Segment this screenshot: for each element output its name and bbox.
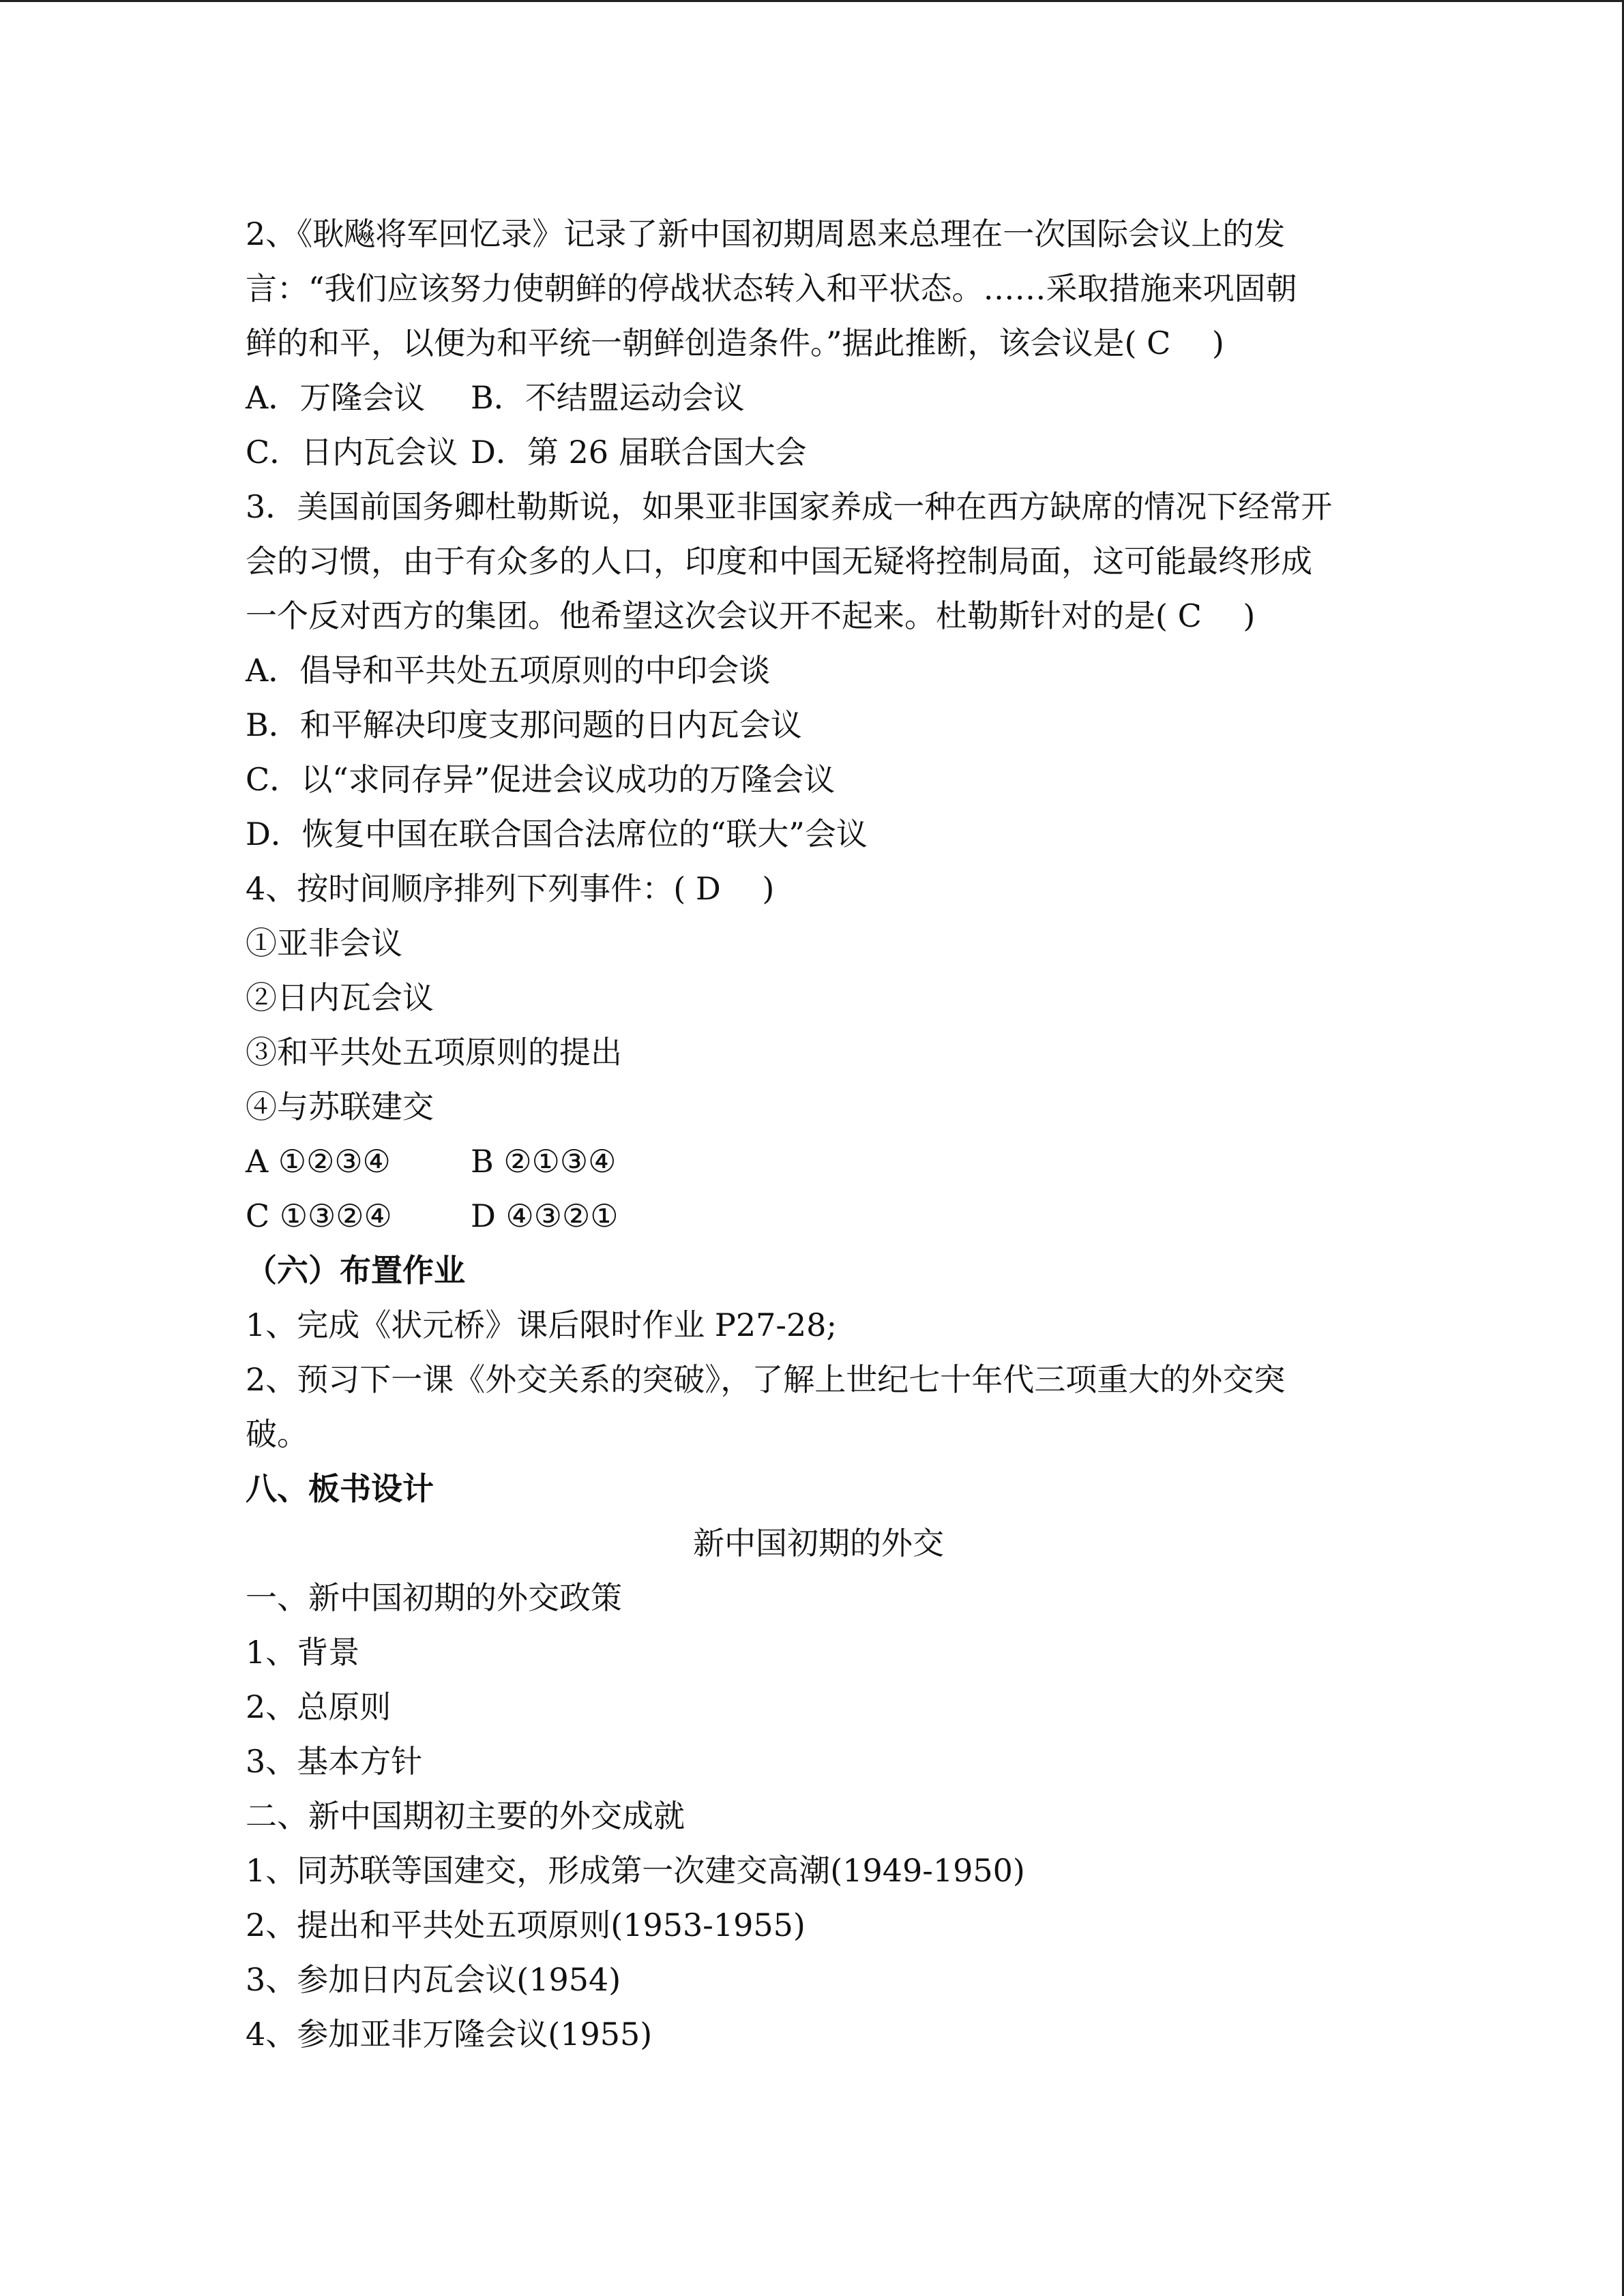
board-section-1: 一、新中国初期的外交政策 xyxy=(246,1579,622,1616)
q4-options-row-2 xyxy=(246,1189,1391,1243)
q2-option-b: B．不结盟运动会议 xyxy=(471,379,745,416)
homework-item-2-line-2: 破。 xyxy=(246,1416,308,1452)
q2-stem-line-3: 鲜的和平，以便为和平统一朝鲜创造条件。”据此推断，该会议是( C ) xyxy=(246,325,1224,361)
board-section-1-item-1: 1、背景 xyxy=(246,1634,360,1671)
q2-stem-line-1: 2、《耿飚将军回忆录》记录了新中国初期周恩来总理在一次国际会议上的发 xyxy=(246,215,1286,252)
q2-option-c: C．日内瓦会议 xyxy=(246,434,458,471)
q4-option-b: B ②①③④ xyxy=(471,1143,617,1180)
q3-stem-line-2: 会的习惯，由于有众多的人口，印度和中国无疑将控制局面，这可能最终形成 xyxy=(246,543,1312,580)
q3-option-b: B．和平解决印度支那问题的日内瓦会议 xyxy=(246,706,802,743)
q4-option-c: C ①③②④ xyxy=(246,1197,392,1234)
q4-item-1: ①亚非会议 xyxy=(246,925,402,961)
q3-option-d: D．恢复中国在联合国合法席位的“联大”会议 xyxy=(246,816,868,852)
q4-option-a: A ①②③④ xyxy=(246,1143,391,1180)
board-section-1-item-2: 2、总原则 xyxy=(246,1688,392,1725)
q3-option-c: C．以“求同存异”促进会议成功的万隆会议 xyxy=(246,761,836,798)
q4-option-d: D ④③②① xyxy=(471,1197,619,1234)
q3-option-a: A．倡导和平共处五项原则的中印会谈 xyxy=(246,652,771,689)
board-section-2-item-1: 1、同苏联等国建交，形成第一次建交高潮(1949-1950) xyxy=(246,1852,1025,1889)
board-section-1-item-3: 3、基本方针 xyxy=(246,1743,423,1780)
q4-item-3: ③和平共处五项原则的提出 xyxy=(246,1034,622,1071)
q3-stem-line-3: 一个反对西方的集团。他希望这次会议开不起来。杜勒斯针对的是( C ) xyxy=(246,597,1256,634)
board-section-2-item-4: 4、参加亚非万隆会议(1955) xyxy=(246,2016,653,2053)
q4-item-4: ④与苏联建交 xyxy=(246,1088,434,1125)
homework-item-1: 1、完成《状元桥》课后限时作业 P27-28; xyxy=(246,1307,837,1343)
homework-item-2-line-1: 2、预习下一课《外交关系的突破》，了解上世纪七十年代三项重大的外交突 xyxy=(246,1361,1286,1398)
board-section-2-item-3: 3、参加日内瓦会议(1954) xyxy=(246,1961,621,1998)
q2-stem-line-2: 言：“我们应该努力使朝鲜的停战状态转入和平状态。……采取措施来巩固朝 xyxy=(246,270,1297,307)
document-body xyxy=(246,207,1391,2061)
homework-heading: （六）布置作业 xyxy=(246,1252,465,1289)
q3-stem-line-1: 3．美国前国务卿杜勒斯说，如果亚非国家养成一种在西方缺席的情况下经常开 xyxy=(246,488,1333,525)
board-section-2: 二、新中国期初主要的外交成就 xyxy=(246,1798,685,1834)
q4-item-2: ②日内瓦会议 xyxy=(246,979,434,1016)
q2-option-a: A．万隆会议 xyxy=(246,379,426,416)
q2-options-row-1 xyxy=(246,370,1391,425)
q2-options-row-2 xyxy=(246,425,1391,479)
q4-stem: 4、按时间顺序排列下列事件：( D ) xyxy=(246,870,775,907)
board-section-2-item-2: 2、提出和平共处五项原则(1953-1955) xyxy=(246,1907,806,1943)
board-title: 新中国初期的外交 xyxy=(693,1525,944,1562)
q4-options-row-1 xyxy=(246,1134,1391,1189)
board-design-heading: 八、板书设计 xyxy=(246,1470,434,1507)
q2-option-d: D．第 26 届联合国大会 xyxy=(471,434,807,471)
